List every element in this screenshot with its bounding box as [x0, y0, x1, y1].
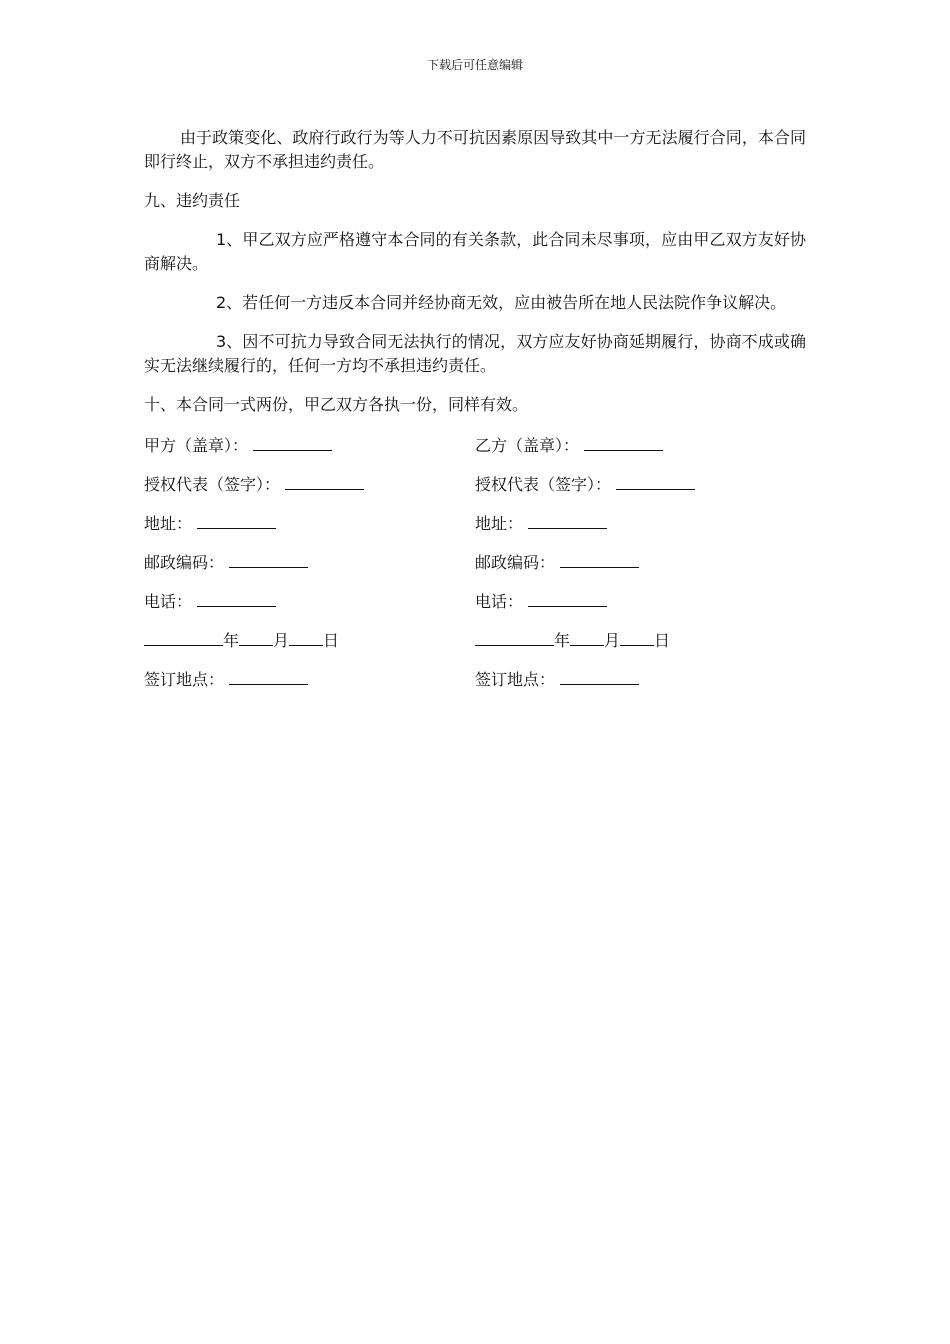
- party-a-phone-label: 电话：: [144, 592, 193, 611]
- signature-row-date: [144, 627, 806, 651]
- party-a-day-label: 日: [323, 631, 340, 650]
- party-b-place: [475, 666, 806, 690]
- party-b-postcode: [475, 549, 806, 573]
- party-b-postcode-label: 邮政编码：: [475, 553, 556, 572]
- party-b-date: [475, 627, 806, 651]
- party-a-year-blank: [144, 627, 223, 646]
- party-b-seal-label: 乙方（盖章）：: [475, 436, 580, 455]
- party-a-phone: [144, 588, 475, 612]
- party-a-postcode-label: 邮政编码：: [144, 553, 225, 572]
- party-b-place-blank: [560, 666, 639, 685]
- party-a-postcode-blank: [229, 549, 308, 568]
- party-b-phone-label: 电话：: [475, 592, 524, 611]
- signature-row-address: [144, 510, 806, 534]
- party-a-address-blank: [197, 510, 276, 529]
- signature-row-rep: [144, 471, 806, 495]
- party-b-address-label: 地址：: [475, 514, 524, 533]
- section-9-item-3: 3、因不可抗力导致合同无法执行的情况，双方应友好协商延期履行，协商不成或确实无法继续履行的，任何一方均不承担违约责任。: [144, 332, 806, 375]
- party-a-address: [144, 510, 475, 534]
- section-10-title: 十、本合同一式两份，甲乙双方各执一份，同样有效。: [144, 395, 529, 414]
- party-b-rep-blank: [616, 471, 695, 490]
- party-b-day-label: 日: [654, 631, 671, 650]
- party-b-day-blank: [620, 627, 654, 646]
- party-b-place-label: 签订地点：: [475, 670, 556, 689]
- party-a-rep-blank: [285, 471, 364, 490]
- party-b-year-blank: [475, 627, 554, 646]
- party-a-address-label: 地址：: [144, 514, 193, 533]
- page-header-note: 下载后可任意编辑: [426, 58, 523, 72]
- party-b-rep: [475, 471, 806, 495]
- signature-row-postcode: [144, 549, 806, 573]
- party-b-month-label: 月: [604, 631, 621, 650]
- party-b-phone: [475, 588, 806, 612]
- party-b-year-label: 年: [554, 631, 571, 650]
- section-9-item-1: 1、甲乙双方应严格遵守本合同的有关条款，此合同未尽事项，应由甲乙双方友好协商解决。: [144, 230, 806, 273]
- party-a-place-label: 签订地点：: [144, 670, 225, 689]
- party-a-day-blank: [289, 627, 323, 646]
- party-b-month-blank: [570, 627, 604, 646]
- party-a-seal-blank: [253, 432, 332, 451]
- force-majeure-clause: 由于政策变化、政府行政行为等人力不可抗因素原因导致其中一方无法履行合同，本合同即行终止，双方不承担违约责任。: [144, 128, 806, 171]
- party-a-phone-blank: [197, 588, 276, 607]
- party-a-month-label: 月: [273, 631, 290, 650]
- party-a-postcode: [144, 549, 475, 573]
- signature-row-place: [144, 666, 806, 690]
- signature-row-phone: [144, 588, 806, 612]
- party-a-date: [144, 627, 475, 651]
- party-a-year-label: 年: [223, 631, 240, 650]
- party-b-seal-blank: [584, 432, 663, 451]
- contract-body: [144, 126, 806, 705]
- party-b-address-blank: [528, 510, 607, 529]
- party-a-month-blank: [239, 627, 273, 646]
- section-9-item-2: 2、若任何一方违反本合同并经协商无效，应由被告所在地人民法院作争议解决。: [216, 293, 787, 312]
- party-a-rep-label: 授权代表（签字）：: [144, 475, 281, 494]
- party-b-rep-label: 授权代表（签字）：: [475, 475, 612, 494]
- party-a-rep: [144, 471, 475, 495]
- party-a-seal-label: 甲方（盖章）：: [144, 436, 249, 455]
- party-a-place-blank: [229, 666, 308, 685]
- party-b-postcode-blank: [560, 549, 639, 568]
- party-b-address: [475, 510, 806, 534]
- party-b-phone-blank: [528, 588, 607, 607]
- party-a-place: [144, 666, 475, 690]
- section-9-title: 九、违约责任: [144, 191, 241, 210]
- signature-row-seal: [144, 432, 806, 456]
- party-a-seal: [144, 432, 475, 456]
- party-b-seal: [475, 432, 806, 456]
